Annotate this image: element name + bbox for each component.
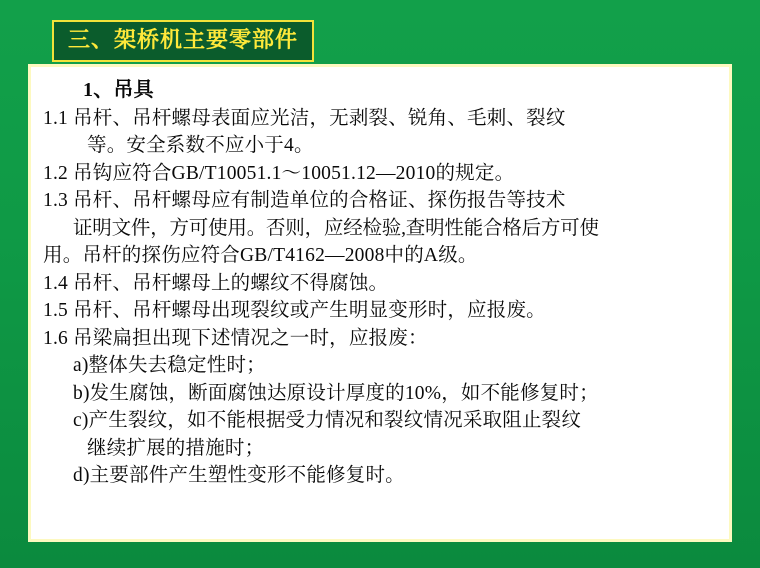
content-line: 1.3 吊杆、吊杆螺母应有制造单位的合格证、探伤报告等技术 (43, 190, 566, 211)
content-line: a)整体失去稳定性时； (73, 355, 266, 376)
content-line: 1.1 吊杆、吊杆螺母表面应光洁，无剥裂、锐角、毛刺、裂纹 (43, 107, 566, 129)
content-line: d)主要部件产生塑性变形不能修复时。 (73, 465, 405, 486)
content-line: 继续扩展的措施时； (87, 437, 265, 459)
content-line: b)发生腐蚀，断面腐蚀达原设计厚度的10%，如不能修复时； (73, 382, 599, 404)
page-title: 三、架桥机主要零部件 (68, 27, 299, 52)
content-line: 1.6 吊梁扁担出现下述情况之一时，应报废： (43, 327, 428, 349)
content-line: 证明文件，方可使用。否则，应经检验,查明性能合格后方可使 (73, 217, 599, 239)
content-body (43, 77, 717, 533)
content-line: c)产生裂纹，如不能根据受力情况和裂纹情况采取阻止裂纹 (73, 410, 582, 431)
slide-title-box (52, 20, 314, 62)
content-line: 等。安全系数不应小于4。 (87, 135, 314, 156)
content-line: 1.2 吊钩应符合GB/T10051.1～10051.12—2010的规定。 (43, 162, 515, 184)
content-line: 1.5 吊杆、吊杆螺母出现裂纹或产生明显变形时，应报废。 (43, 300, 546, 321)
section-heading: 1、吊具 (83, 79, 154, 101)
content-line: 用。吊杆的探伤应符合GB/T4162—2008中的A级。 (43, 245, 478, 266)
content-frame (28, 64, 732, 542)
content-line: 1.4 吊杆、吊杆螺母上的螺纹不得腐蚀。 (43, 272, 389, 294)
